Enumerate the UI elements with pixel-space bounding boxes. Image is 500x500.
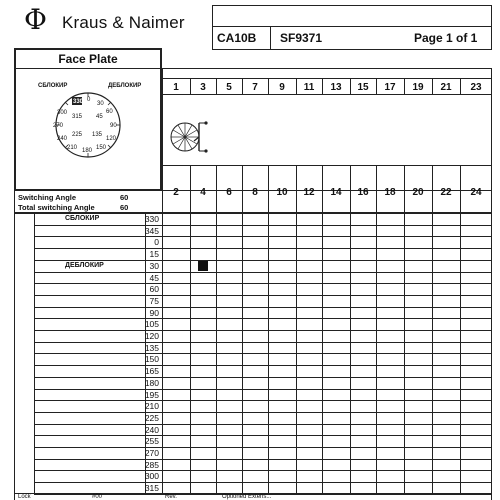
cam-diagram <box>168 115 218 165</box>
table-row-line <box>34 330 492 331</box>
position-angle: 330 <box>144 214 159 224</box>
footer-extension: Optioned Extens... <box>222 494 272 500</box>
contact-number-bottom: 8 <box>252 187 258 198</box>
table-row-line <box>34 424 492 425</box>
contact-col-line <box>216 165 217 493</box>
dial-label-0: 0 <box>87 97 91 103</box>
face-plate-title: Face Plate <box>58 52 118 66</box>
contact-number-top: 13 <box>330 82 342 93</box>
table-row-line <box>34 260 492 261</box>
contact-col-line <box>296 165 297 493</box>
footer-rev: Rev. <box>165 494 177 500</box>
table-row-line <box>34 248 492 249</box>
position-angle: 0 <box>154 237 159 248</box>
contact-col-line <box>376 165 377 493</box>
dial-label-240: 240 <box>57 136 68 142</box>
position-angle: 180 <box>144 377 159 388</box>
table-row-line <box>34 342 492 343</box>
position-angle: 150 <box>144 354 159 365</box>
position-angle: 75 <box>149 295 159 306</box>
position-angle: 315 <box>144 483 159 494</box>
switch-type: CA10B <box>217 31 257 45</box>
dial-label-30: 30 <box>97 101 104 107</box>
dial-label-180: 180 <box>82 148 93 154</box>
brand-name: Kraus & Naimer <box>62 13 185 32</box>
position-angle: 90 <box>149 307 159 318</box>
contact-col-line <box>322 165 323 493</box>
table-row-line <box>34 447 492 448</box>
contact-number-bottom: 22 <box>440 187 452 198</box>
contact-col-line <box>242 165 243 493</box>
position-angle: 210 <box>144 401 159 412</box>
face-plate-title-divider <box>14 68 162 69</box>
position-angle: 240 <box>144 424 159 435</box>
contact-number-top: 3 <box>200 82 206 93</box>
contact-col-line <box>460 165 461 493</box>
contact-number-bottom: 14 <box>330 187 342 198</box>
dial-label-300: 300 <box>57 110 68 116</box>
position-angle: 120 <box>144 331 159 341</box>
face-plate-left-label: СБЛОКИР <box>38 83 68 89</box>
footer-code: #00 <box>92 494 103 500</box>
contact-number-bottom: 12 <box>303 187 315 198</box>
contact-col-line-top <box>460 78 461 94</box>
total-switching-angle-value: 60 <box>120 203 129 212</box>
table-row-line <box>34 307 492 308</box>
table-row-line <box>34 470 492 471</box>
position-angle: 165 <box>144 366 159 377</box>
table-row-line <box>34 389 492 390</box>
contact-col-line <box>432 165 433 493</box>
switching-angle-value: 60 <box>120 193 129 202</box>
position-angle: 135 <box>144 342 159 353</box>
dial-label-90: 90 <box>110 123 117 129</box>
total-switching-angle-label: Total switching Angle <box>18 203 95 212</box>
footer-lock: Lock <box>18 494 31 500</box>
phi-logo-icon: Φ <box>24 3 48 36</box>
contact-number-top: 11 <box>303 82 315 93</box>
contact-number-top: 15 <box>357 82 369 93</box>
position-angle: 105 <box>144 319 159 330</box>
contact-number-bottom: 16 <box>357 187 369 198</box>
dial-label-210: 210 <box>67 145 78 151</box>
contact-number-top: 7 <box>252 82 258 93</box>
position-angle: 60 <box>149 284 159 295</box>
position-label: ДЕБЛОКИР <box>65 261 104 269</box>
contact-col-line <box>268 165 269 493</box>
contact-number-bottom: 20 <box>412 187 424 198</box>
contact-number-top: 21 <box>440 82 452 93</box>
dial-label-120: 120 <box>106 136 117 142</box>
dial-label-135: 135 <box>92 132 103 138</box>
table-row-line <box>34 365 492 366</box>
position-angle: 225 <box>144 412 159 423</box>
contact-number-bottom: 2 <box>173 187 179 198</box>
contact-col-line <box>404 165 405 493</box>
contact-number-bottom: 10 <box>276 187 288 198</box>
scheme-num-row-line <box>162 94 492 95</box>
page-indicator: Page 1 of 1 <box>414 31 478 45</box>
position-angle: 15 <box>149 249 159 260</box>
header-sep-1 <box>270 26 271 50</box>
table-row-line <box>34 353 492 354</box>
contact-number-bottom: 6 <box>226 187 232 198</box>
position-angle: 195 <box>144 389 159 400</box>
contact-number-top: 19 <box>412 82 424 93</box>
header-divider <box>212 26 492 27</box>
position-angle: 345 <box>144 225 159 236</box>
position-angle: 255 <box>144 436 159 447</box>
dial-label-270: 270 <box>53 123 64 129</box>
contact-col-line <box>350 165 351 493</box>
dial-label-330: 330 <box>73 99 84 105</box>
position-angle: 285 <box>144 459 159 470</box>
program-code: SF9371 <box>280 31 323 45</box>
dial-label-150: 150 <box>96 145 107 151</box>
dial-label-60: 60 <box>106 109 113 115</box>
position-angle: 270 <box>144 448 159 458</box>
scheme-top-row-line <box>162 78 492 79</box>
position-angle: 300 <box>144 471 159 482</box>
table-row-line <box>34 412 492 413</box>
dial-label-315: 315 <box>72 114 83 120</box>
table-row-line <box>34 459 492 460</box>
contact-number-bottom: 4 <box>200 187 206 198</box>
switching-angle-label: Switching Angle <box>18 193 77 202</box>
contact-number-top: 9 <box>279 82 285 93</box>
contact-number-top: 5 <box>226 82 232 93</box>
table-header-line <box>14 212 492 214</box>
table-row-line <box>34 400 492 401</box>
table-row-line <box>34 295 492 296</box>
contact-number-bottom: 18 <box>384 187 396 198</box>
contact-col-line-first <box>162 165 163 493</box>
contact-number-bottom: 24 <box>470 187 482 198</box>
face-plate-right-label: ДЕБЛОКИР <box>108 83 142 89</box>
dial-label-225: 225 <box>72 132 83 138</box>
table-row-line <box>34 283 492 284</box>
table-row-line <box>34 272 492 273</box>
table-row-line <box>34 435 492 436</box>
contact-number-top: 23 <box>470 82 482 93</box>
scheme-bottom-line <box>162 165 492 166</box>
table-row-line <box>34 377 492 378</box>
dial-label-45: 45 <box>96 114 103 120</box>
table-row-line <box>34 236 492 237</box>
position-label: СБЛОКИР <box>65 215 100 222</box>
table-row-line <box>34 318 492 319</box>
contact-number-top: 1 <box>173 82 179 93</box>
position-angle: 30 <box>149 260 159 271</box>
position-angle: 45 <box>149 272 159 283</box>
closed-contact-mark <box>198 261 208 271</box>
table-row-line <box>34 225 492 226</box>
contact-number-top: 17 <box>384 82 396 93</box>
table-row-line <box>34 482 492 483</box>
contact-col-line <box>190 165 191 493</box>
